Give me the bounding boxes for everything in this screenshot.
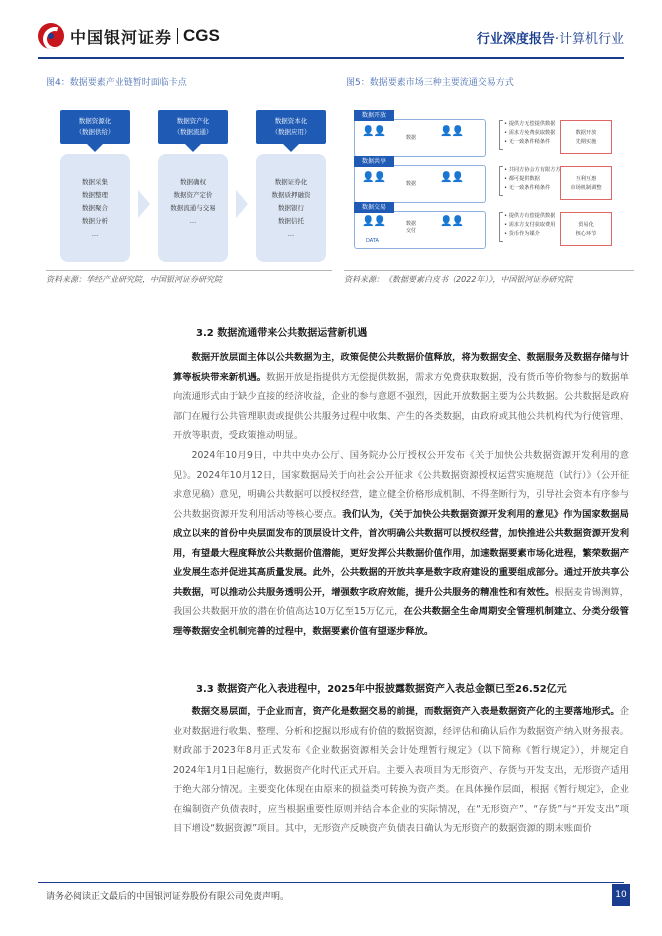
bracket-icon	[499, 166, 503, 196]
body-text: 根据麦肯锡测算，我国公共数据开放的潜在价值高达10万亿至15万亿元，	[173, 586, 629, 617]
down-arrow-icon	[283, 144, 299, 152]
paragraph	[173, 348, 629, 446]
row-summary-box	[560, 166, 612, 200]
column-header	[158, 110, 228, 144]
row-frame	[354, 119, 486, 157]
logo-english-name: CGS	[183, 26, 220, 45]
people-group-icon: 👤👤	[362, 172, 385, 183]
bullet-item: • 共同方协会方有限方方	[504, 167, 561, 173]
figure4-diagram	[46, 86, 332, 266]
figure5-diagram	[344, 100, 634, 250]
column-subtitle: （数据流通）	[173, 128, 213, 136]
company-logo	[38, 23, 220, 49]
row-tag: 数据共享	[354, 156, 394, 167]
section-heading: 3.2 数据流通带来公共数据运营新机遇	[196, 328, 368, 339]
down-arrow-icon	[87, 144, 103, 152]
figure5-row-open	[344, 110, 634, 158]
figure4-column-2	[158, 110, 228, 262]
column-item: 数据聚合	[82, 204, 108, 212]
summary-line: 数据开放	[575, 130, 597, 136]
right-arrow-icon	[236, 190, 248, 218]
down-arrow-icon	[185, 144, 201, 152]
column-item: 数据确权	[180, 178, 206, 186]
cgs-logo-icon	[38, 23, 64, 49]
column-subtitle: （数据供给）	[75, 128, 115, 136]
source-divider	[46, 270, 332, 271]
summary-line: 互利互惠	[575, 176, 597, 182]
bullet-item: • 都可提供数据	[504, 176, 540, 182]
bullet-item: • 无一致条件稍条件	[504, 139, 551, 145]
column-title: 数据资产化	[176, 117, 210, 125]
data-label: DATA	[366, 238, 379, 244]
bold-lead: 数据交易层面，于企业而言，资产化是数据交易的前提，而数据资产入表是数据资产化的主要落地形式。	[191, 706, 620, 717]
flow-label: 数据 交付	[406, 221, 417, 234]
bullet-item: • 需求方支付获取费用	[504, 222, 556, 228]
flow-label: 数据	[406, 181, 417, 187]
column-body	[60, 154, 130, 262]
summary-line: 市场机制调整	[570, 185, 602, 191]
paragraph	[173, 446, 629, 641]
bold-text: 我们认为，《关于加快公共数据资源开发利用的意见》作为国家数据局成立以来的首份中央层面发布的顶层设计文件，首次明确公共数据可以授权经营，加快推进公共数据资源开发利用，有望最大程度释放公共数据价值潜能，更好发挥公共数据价值作用，加速数据要素市场化进程，繁荣数据产业发展生态并促进其高质量发展。此外，公共数据的开放共享是数字政府建设的重要组成部分。通过开放共享公共数据，可以推动公共服务透明公开，增强数字政府效能，提升公共服务的精准性和有效性。	[173, 508, 629, 598]
page-header	[0, 0, 662, 62]
column-title: 数据资本化	[274, 117, 308, 125]
bullet-item: • 提供方有偿提供数据	[504, 213, 556, 219]
report-category	[477, 28, 624, 47]
row-summary-box	[560, 120, 612, 154]
row-frame	[354, 165, 486, 203]
column-item: 数据采集	[82, 178, 108, 186]
column-header	[60, 110, 130, 144]
figure5-title: 图5：数据要素市场三种主要流通交易方式	[346, 78, 514, 88]
column-item: 数据银行	[278, 204, 304, 212]
column-item: …	[189, 217, 197, 225]
bold-text: 在公共数据全生命周期安全管理机制建立、分类分级管理等数据安全机制完善的过程中，数据要素价值有望逐步释放。	[173, 606, 629, 637]
page-number: 10	[612, 884, 630, 906]
summary-line: 核心环节	[575, 231, 597, 237]
flow-label: 数据	[406, 135, 417, 141]
right-arrow-icon	[138, 190, 150, 218]
bullet-item: • 需求方免费获取数据	[504, 130, 556, 136]
column-item: …	[287, 230, 295, 238]
footer-disclaimer: 请务必阅读正文最后的中国银河证券股份有限公司免责声明。	[46, 892, 290, 902]
body-text: 数据开放是指提供方无偿提供数据，需求方免费获取数据，没有货币等价物参与的数据单向流通形式由于缺少直接的经济收益，企业的参与意愿不强烈，因此开放数据主要为公共数据。公共数据是政府部门在履行公共管理职责或提供公共服务过程中收集、产生的各类数据，由政府或其他公共机构代为行使管理、开放等职责，受政策推动明显。	[173, 371, 629, 441]
footer-divider	[38, 882, 624, 883]
source-divider	[344, 270, 634, 271]
row-bullets	[504, 212, 555, 239]
bullet-item: • 提供方无偿提供数据	[504, 121, 556, 127]
logo-divider	[177, 28, 178, 44]
column-item: 数据资产定价	[173, 191, 213, 199]
figure5-row-trade	[344, 202, 634, 250]
summary-line: 先期实施	[575, 139, 597, 145]
figure5-row-share	[344, 156, 634, 204]
bold-lead: 数据开放层面主体以公共数据为主，政策促使公共数据价值释放，将为数据安全、数据服务及数据存储与计算等板块带来新机遇。	[173, 352, 629, 383]
body-text: 企业对数据进行收集、整理、分析和挖掘以形成有价值的数据资源，经评估和确认后作为数据资产纳入财务报表。财政部于2023年8月正式发布《企业数据资源相关会计处理暂行规定》（以下简称《暂行规定》），并规定自2024年1月1日起施行，数据资产化时代正式开启。主要入表项目为无形资产、存货与开发支出，无形资产适用于绝大部分情况。主要变化体现在由原来的损益类可转换为资产类。在具体操作层面，根据《暂行规定》，企业在编制资产负债表时，应当根据重要性原则并结合本企业的实际情况，在“无形资产”、“存货”与“开发支出”项目下增设“数据资源”项目。其中，无形资产反映资产负债表日确认为无形资产的数据资源的期末账面价	[173, 706, 629, 834]
header-divider	[38, 57, 624, 59]
figure4-column-3	[256, 110, 326, 262]
column-header	[256, 110, 326, 144]
column-body	[158, 154, 228, 262]
column-item: 数据流通与交易	[170, 204, 216, 212]
people-group-icon: 👤👤	[440, 172, 463, 183]
summary-line: 贸易化	[578, 222, 594, 228]
people-group-icon: 👤👤	[440, 126, 463, 137]
column-body	[256, 154, 326, 262]
row-bullets	[504, 120, 555, 147]
figure5-source: 资料来源：《数据要素白皮书（2022年）》，中国银河证券研究院	[344, 275, 573, 284]
industry-name: 计算机行业	[558, 32, 624, 47]
people-group-icon: 👤👤	[362, 216, 385, 227]
column-item: 数据质押融资	[271, 191, 311, 199]
figure4-source: 资料来源：华经产业研究院，中国银河证券研究院	[46, 275, 222, 284]
figure4-title: 图4：数据要素产业链暂时面临卡点	[46, 78, 187, 88]
header-dot: ·	[554, 32, 559, 47]
section-heading: 3.3 数据资产化入表进程中，2025年中报披露数据资产入表总金额已至26.52亿元	[196, 684, 567, 695]
bracket-icon	[499, 212, 503, 242]
column-item: …	[91, 230, 99, 238]
row-bullets	[504, 166, 561, 193]
column-item: 数据证券化	[274, 178, 308, 186]
people-group-icon: 👤👤	[440, 216, 463, 227]
body-text: 2024年10月9日，中共中央办公厅、国务院办公厅授权公开发布《关于加快公共数据资源开发利用的意见》。2024年10月12日，国家数据局关于向社会公开征求《公共数据资源授权运营实施规范（试行）》（公开征求意见稿）意见，明确公共数据可以授权经营，建立健全价格形成机制、不得垄断行为，引导社会资本有序参与公共数据资源开发利用活动等核心要点。	[173, 450, 629, 520]
row-tag: 数据开放	[354, 110, 394, 121]
bracket-icon	[499, 120, 503, 150]
bullet-item: • 货币作为媒介	[504, 231, 540, 237]
row-summary-box	[560, 212, 612, 246]
paragraph	[173, 702, 629, 839]
figure4-column-1	[60, 110, 130, 262]
row-tag: 数据交易	[354, 202, 394, 213]
column-item: 数据分析	[82, 217, 108, 225]
column-title: 数据资源化	[78, 117, 112, 125]
logo-chinese-name: 中国银河证券	[70, 27, 173, 47]
column-item: 数据整理	[82, 191, 108, 199]
report-type: 行业深度报告	[476, 32, 555, 47]
column-item: 数据信托	[278, 217, 304, 225]
column-subtitle: （数据应用）	[271, 128, 311, 136]
bullet-item: • 无一致条件稍条件	[504, 185, 551, 191]
people-group-icon: 👤👤	[362, 126, 385, 137]
